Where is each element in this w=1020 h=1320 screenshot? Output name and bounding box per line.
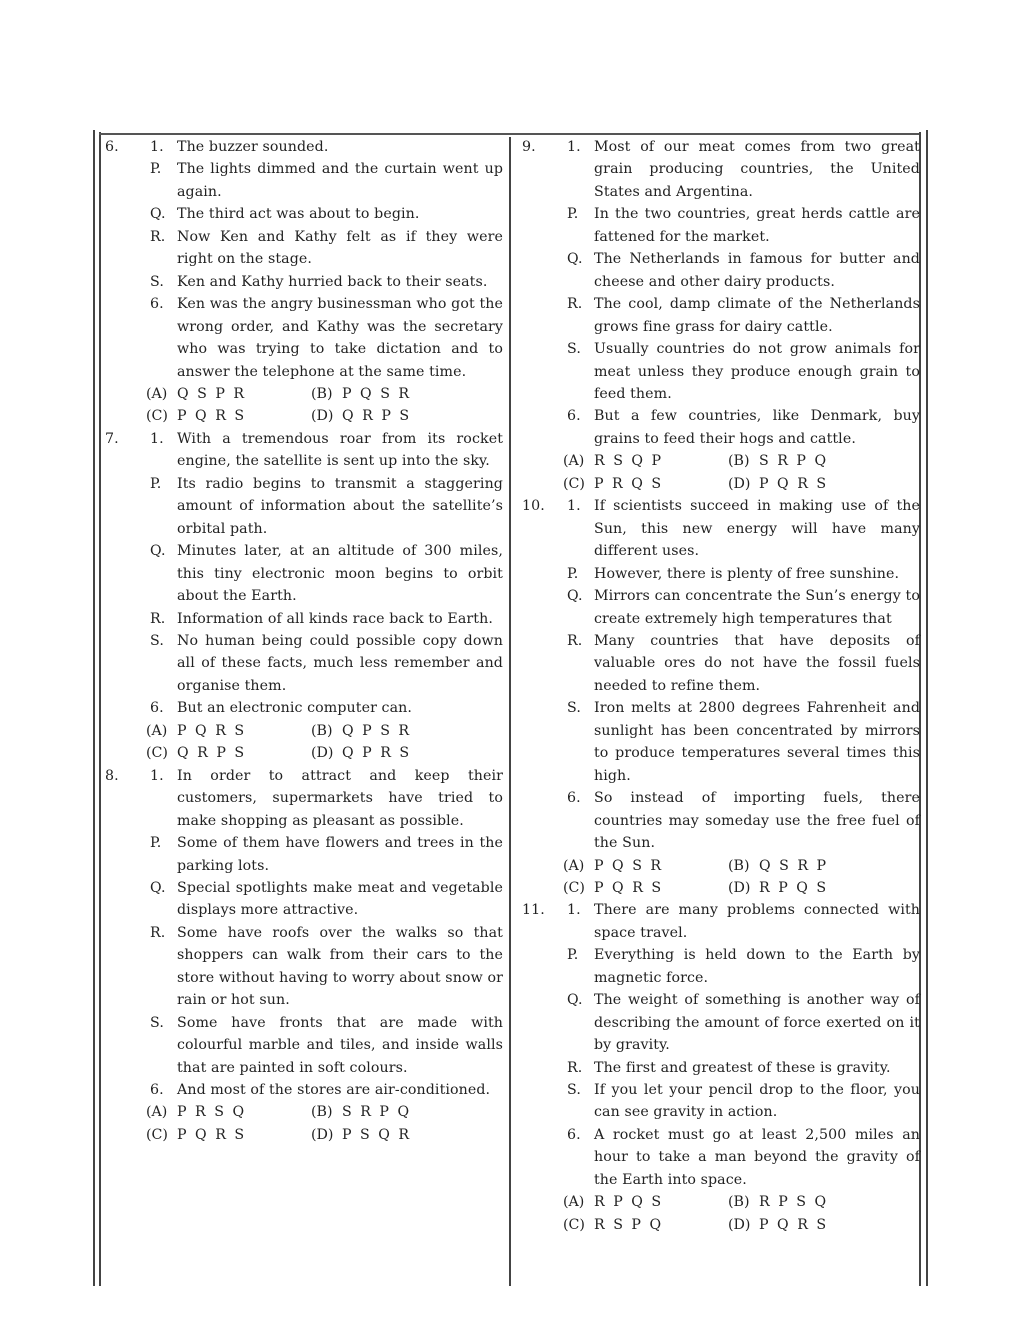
sentence-text: Some have fronts that are made with colourful marble and tiles, and inside walls that are painted in soft colours. <box>177 1014 503 1076</box>
option-value: P R Q S <box>594 475 663 492</box>
option-value: P Q R S <box>759 1216 828 1233</box>
question-sentence <box>520 203 920 248</box>
sentence-label: S. <box>150 273 164 290</box>
sentence-text: With a tremendous roar from its rocket engine, the satellite is sent up into the sky. <box>177 430 503 470</box>
answer-option[interactable] <box>563 1214 728 1236</box>
option-value: S R P Q <box>342 1104 411 1121</box>
sentence-text: No human being could possible copy down all of these facts, much less remember and organise them. <box>177 632 503 694</box>
sentence-text: But a few countries, like Denmark, buy grains to feed their hogs and cattle. <box>594 408 920 447</box>
sentence-label: 1. <box>567 902 581 919</box>
sentence-label: 1. <box>567 498 581 515</box>
sentence-text: If you let your pencil drop to the floor, you can see gravity in action. <box>594 1082 920 1121</box>
question-sentence <box>520 585 920 630</box>
sentence-label: S. <box>150 1014 164 1031</box>
option-key: (C) <box>146 408 168 425</box>
question-sentence <box>103 630 503 697</box>
question-sentence <box>103 1079 503 1101</box>
question-sentence <box>520 136 920 203</box>
answer-option[interactable] <box>146 383 311 405</box>
question-sentence <box>520 338 920 405</box>
question <box>103 765 503 1147</box>
sentence-text: In order to attract and keep their customers, supermarkets have tried to make shopping as pleasant as possible. <box>177 767 503 829</box>
question-sentence <box>520 944 920 989</box>
question-sentence <box>520 1057 920 1079</box>
sentence-label: 6. <box>567 408 581 425</box>
sentence-text: Some of them have flowers and trees in the parking lots. <box>177 835 503 874</box>
question-sentence <box>103 922 503 1012</box>
sentence-text: The buzzer sounded. <box>177 139 329 155</box>
option-key: (C) <box>563 879 585 896</box>
option-key: (A) <box>563 1194 585 1211</box>
sentence-label: 6. <box>567 790 581 807</box>
option-key: (D) <box>728 475 751 492</box>
question-sentence <box>520 1124 920 1191</box>
sentence-label: P. <box>567 947 579 964</box>
question <box>103 136 503 428</box>
option-value: Q P R S <box>342 745 411 762</box>
question-sentence <box>103 293 503 383</box>
sentence-label: R. <box>567 1059 583 1076</box>
option-value: P S Q R <box>342 1126 411 1143</box>
sentence-text: Ken and Kathy hurried back to their seats. <box>177 273 488 290</box>
column-divider <box>509 137 511 1286</box>
option-value: P Q R S <box>177 722 246 739</box>
option-key: (B) <box>728 1194 750 1211</box>
option-value: S R P Q <box>759 453 828 470</box>
answer-options <box>520 1191 920 1236</box>
answer-option[interactable] <box>311 383 476 405</box>
option-key: (C) <box>146 1126 168 1143</box>
question-sentence <box>520 630 920 697</box>
sentence-label: R. <box>567 632 583 649</box>
question <box>520 136 920 495</box>
option-value: P Q R S <box>177 408 246 425</box>
sentence-label: Q. <box>567 251 583 268</box>
question-number: 8. <box>105 767 119 784</box>
sentence-text: Many countries that have deposits of valuable ores do not have the fossil fuels needed to refine them. <box>594 632 920 694</box>
sentence-text: The third act was about to begin. <box>177 206 420 223</box>
answer-option[interactable] <box>728 855 893 877</box>
option-key: (D) <box>728 1216 751 1233</box>
sentence-label: P. <box>567 565 579 582</box>
question-sentence <box>520 989 920 1056</box>
answer-option[interactable] <box>311 1124 476 1146</box>
question-number: 10. <box>522 498 545 515</box>
option-key: (B) <box>311 385 333 402</box>
question <box>520 899 920 1236</box>
sentence-label: Q. <box>567 992 583 1009</box>
question-number: 6. <box>105 139 119 155</box>
sentence-text: Ken was the angry businessman who got the wrong order, and Kathy was the secretary who was trying to take dictation and to answer the telephone at the same time. <box>177 296 503 380</box>
top-border <box>99 133 921 135</box>
sentence-label: R. <box>567 296 583 313</box>
right-border-outer <box>926 130 928 1286</box>
question-sentence <box>103 1012 503 1079</box>
sentence-text: Most of our meat comes from two great grain producing countries, the United States and Argentina. <box>594 139 920 200</box>
option-key: (C) <box>563 475 585 492</box>
question-sentence <box>520 697 920 787</box>
sentence-text: Everything is held down to the Earth by magnetic force. <box>594 947 920 986</box>
sentence-label: Q. <box>150 543 166 560</box>
option-key: (A) <box>146 1104 168 1121</box>
question-sentence <box>103 428 503 473</box>
option-value: P Q S R <box>594 857 663 874</box>
answer-option[interactable] <box>563 877 728 899</box>
sentence-label: P. <box>150 835 162 852</box>
question-sentence <box>103 832 503 877</box>
question-sentence <box>520 248 920 293</box>
sentence-label: Q. <box>150 879 166 896</box>
option-key: (C) <box>563 1216 585 1233</box>
sentence-text: Mirrors can concentrate the Sun’s energy to create extremely high temperatures that <box>594 588 920 627</box>
question-sentence <box>103 473 503 540</box>
answer-option[interactable] <box>311 720 476 742</box>
option-value: R S Q P <box>594 453 663 470</box>
sentence-label: Q. <box>567 588 583 605</box>
sentence-text: Iron melts at 2800 degrees Fahrenheit and sunlight has been concentrated by mirrors to produce temperatures several times this high. <box>594 700 920 784</box>
option-value: R P Q S <box>594 1194 663 1211</box>
option-key: (D) <box>311 1126 334 1143</box>
sentence-text: The Netherlands in famous for butter and cheese and other dairy products. <box>594 251 920 290</box>
question-sentence <box>103 271 503 293</box>
sentence-label: 6. <box>567 1126 581 1143</box>
sentence-label: R. <box>150 924 166 941</box>
answer-option[interactable] <box>311 1101 476 1123</box>
answer-option[interactable] <box>311 405 476 427</box>
sentence-text: Usually countries do not grow animals for meat unless they produce enough grain to feed them. <box>594 341 920 402</box>
question-sentence <box>103 158 503 203</box>
sentence-label: Q. <box>150 206 166 223</box>
question <box>103 428 503 765</box>
sentence-label: 1. <box>567 139 581 155</box>
question-sentence <box>520 563 920 585</box>
sentence-text: But an electronic computer can. <box>177 700 413 717</box>
sentence-text: Its radio begins to transmit a staggering amount of information about the satellite’s orbital path. <box>177 475 503 537</box>
option-key: (A) <box>563 453 585 470</box>
question-sentence <box>520 405 920 450</box>
question-sentence <box>520 899 920 944</box>
question-sentence <box>103 540 503 607</box>
sentence-text: So instead of importing fuels, there countries may someday use the free fuel of the Sun. <box>594 790 920 852</box>
left-column <box>103 136 503 1146</box>
question-number: 7. <box>105 430 119 447</box>
answer-option[interactable] <box>563 473 728 495</box>
answer-option[interactable] <box>563 855 728 877</box>
sentence-text: In the two countries, great herds cattle are fattened for the market. <box>594 206 920 245</box>
answer-option[interactable] <box>728 473 893 495</box>
question-sentence <box>103 136 503 158</box>
answer-options <box>103 383 503 428</box>
answer-option[interactable] <box>146 1101 311 1123</box>
sentence-text: A rocket must go at least 2,500 miles an hour to take a man beyond the gravity of the Earth into space. <box>594 1126 920 1188</box>
answer-option[interactable] <box>728 1191 893 1213</box>
option-key: (A) <box>146 385 168 402</box>
sentence-label: 1. <box>150 767 164 784</box>
left-border-outer <box>93 130 95 1286</box>
question-sentence <box>520 495 920 562</box>
sentence-text: There are many problems connected with space travel. <box>594 902 920 941</box>
option-key: (D) <box>311 408 334 425</box>
answer-option[interactable] <box>728 877 893 899</box>
option-value: P Q R S <box>177 1126 246 1143</box>
sentence-text: The cool, damp climate of the Netherlands grows fine grass for dairy cattle. <box>594 296 920 335</box>
option-key: (D) <box>728 879 751 896</box>
option-key: (B) <box>311 1104 333 1121</box>
answer-option[interactable] <box>146 742 311 764</box>
answer-options <box>103 1101 503 1146</box>
option-key: (B) <box>728 857 750 874</box>
question-sentence <box>520 787 920 854</box>
answer-options <box>520 855 920 900</box>
answer-options <box>520 450 920 495</box>
option-key: (A) <box>146 722 168 739</box>
sentence-text: And most of the stores are air-conditioned. <box>177 1082 491 1099</box>
question-sentence <box>103 765 503 832</box>
sentence-text: Minutes later, at an altitude of 300 miles, this tiny electronic moon begins to orbit about the Earth. <box>177 543 503 605</box>
sentence-label: S. <box>150 632 164 649</box>
sentence-text: The first and greatest of these is gravity. <box>594 1059 891 1076</box>
question-number: 9. <box>522 139 536 155</box>
sentence-label: S. <box>567 1082 581 1099</box>
answer-option[interactable] <box>146 405 311 427</box>
question-sentence <box>103 697 503 719</box>
option-key: (B) <box>728 453 750 470</box>
option-key: (B) <box>311 722 333 739</box>
option-value: R P S Q <box>759 1194 828 1211</box>
option-value: P Q R S <box>759 475 828 492</box>
sentence-text: Information of all kinds race back to Earth. <box>177 610 493 627</box>
option-key: (A) <box>563 857 585 874</box>
question <box>520 495 920 899</box>
sentence-label: 6. <box>150 296 164 313</box>
option-value: R S P Q <box>594 1216 663 1233</box>
sentence-label: 6. <box>150 1082 164 1099</box>
left-border-inner <box>99 132 101 1286</box>
sentence-text: Special spotlights make meat and vegetable displays more attractive. <box>177 879 503 919</box>
answer-option[interactable] <box>728 450 893 472</box>
right-column <box>520 136 920 1236</box>
option-key: (C) <box>146 745 168 762</box>
sentence-label: 1. <box>150 430 164 447</box>
option-value: Q S R P <box>759 857 828 874</box>
option-value: Q P S R <box>342 722 411 739</box>
option-value: Q R P S <box>342 408 411 425</box>
answer-option[interactable] <box>311 742 476 764</box>
option-value: P Q S R <box>342 385 411 402</box>
sentence-label: 1. <box>150 139 164 155</box>
option-value: Q S P R <box>177 385 246 402</box>
option-value: R P Q S <box>759 879 828 896</box>
question-sentence <box>103 226 503 271</box>
answer-option[interactable] <box>728 1214 893 1236</box>
sentence-label: R. <box>150 610 166 627</box>
option-value: P Q R S <box>594 879 663 896</box>
option-value: Q R P S <box>177 745 246 762</box>
sentence-label: P. <box>150 475 162 492</box>
sentence-label: S. <box>567 700 581 717</box>
sentence-label: R. <box>150 228 166 245</box>
question-sentence <box>103 877 503 922</box>
question-sentence <box>520 1079 920 1124</box>
question-sentence <box>520 293 920 338</box>
answer-option[interactable] <box>563 1191 728 1213</box>
answer-options <box>103 720 503 765</box>
sentence-text: The weight of something is another way of describing the amount of force exerted on it by gravity. <box>594 992 920 1054</box>
question-number: 11. <box>522 902 545 919</box>
answer-option[interactable] <box>146 1124 311 1146</box>
sentence-text: Now Ken and Kathy felt as if they were right on the stage. <box>177 228 503 268</box>
sentence-label: S. <box>567 341 581 358</box>
sentence-label: P. <box>567 206 579 223</box>
sentence-label: P. <box>150 161 162 178</box>
answer-option[interactable] <box>563 450 728 472</box>
question-sentence <box>103 203 503 225</box>
option-value: P R S Q <box>177 1104 246 1121</box>
sentence-text: If scientists succeed in making use of the Sun, this new energy will have many different uses. <box>594 498 920 560</box>
sentence-text: The lights dimmed and the curtain went up again. <box>177 161 503 200</box>
answer-option[interactable] <box>146 720 311 742</box>
sentence-label: 6. <box>150 700 164 717</box>
question-sentence <box>103 608 503 630</box>
sentence-text: However, there is plenty of free sunshine. <box>594 565 900 582</box>
sentence-text: Some have roofs over the walks so that shoppers can walk from their cars to the store without having to worry about snow or rain or hot sun. <box>177 924 503 1009</box>
option-key: (D) <box>311 745 334 762</box>
